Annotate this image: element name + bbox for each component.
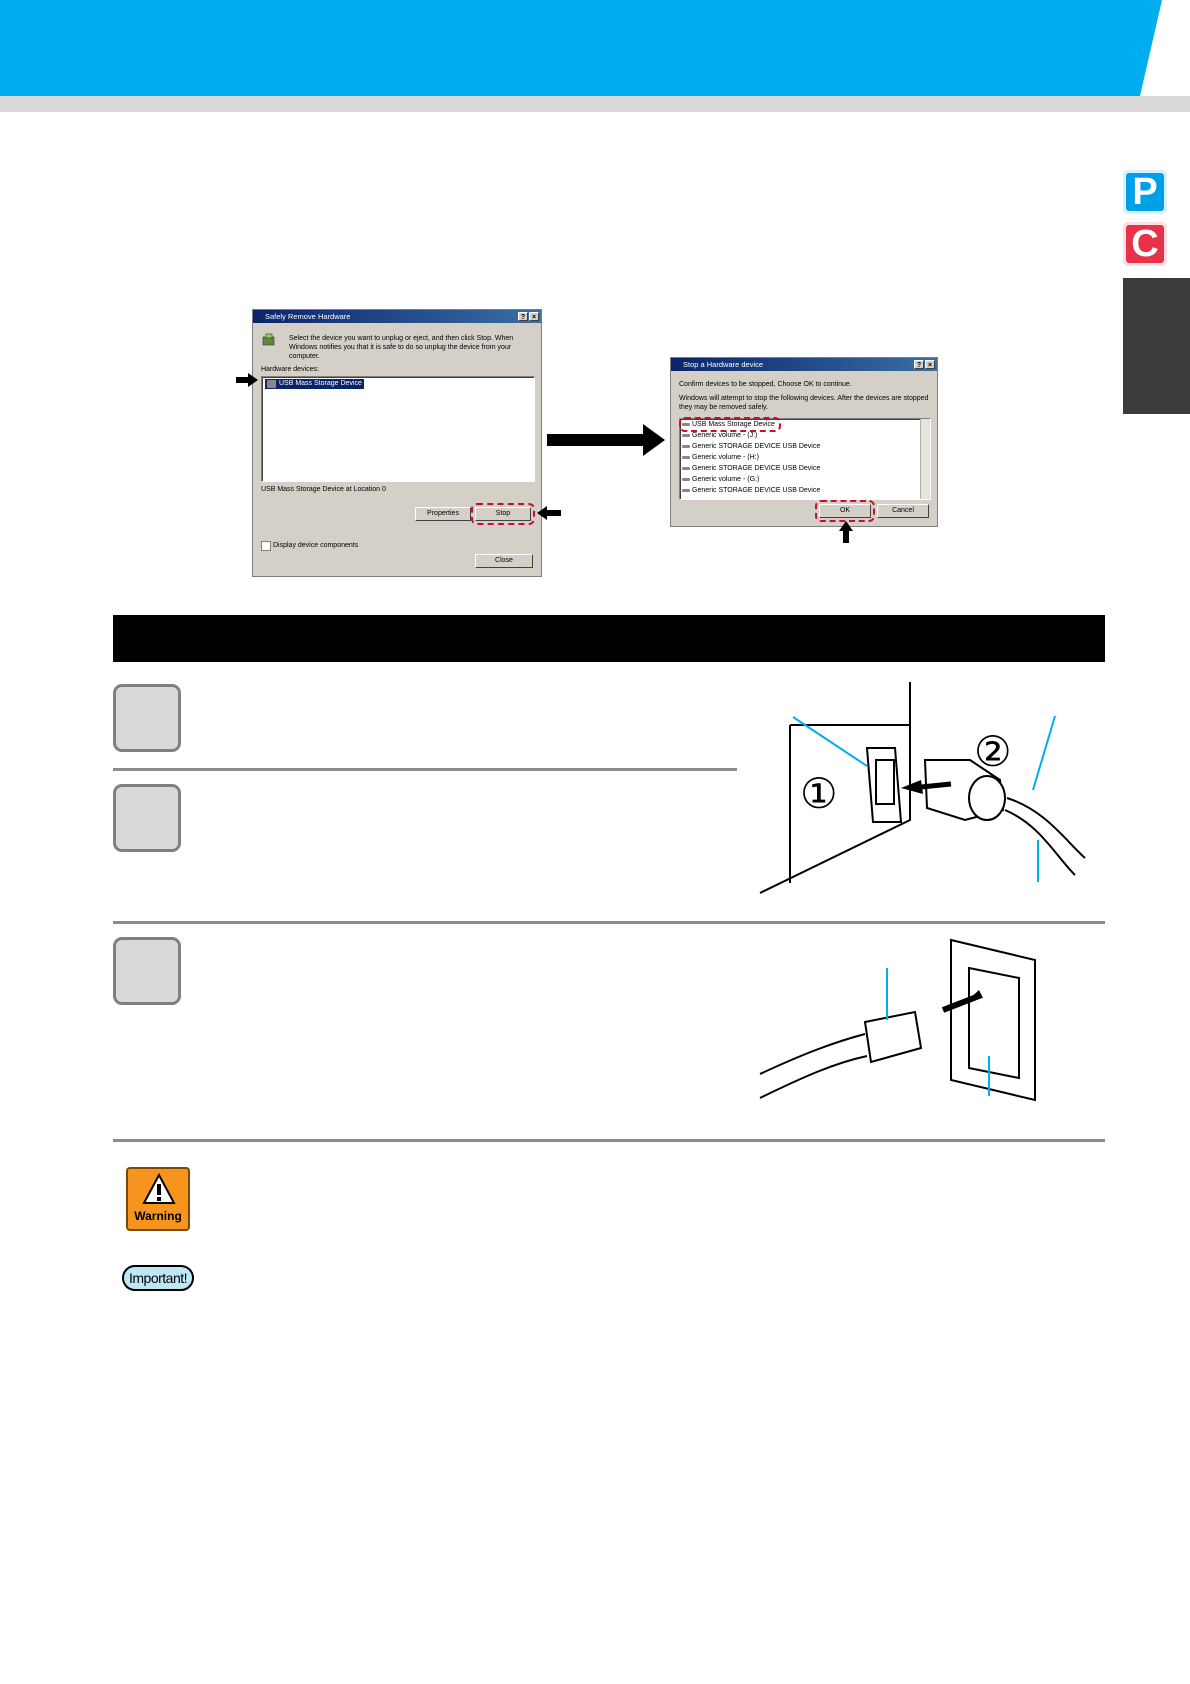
chapter-index-tab[interactable] xyxy=(1123,278,1190,414)
ok-button[interactable]: OK xyxy=(819,504,871,518)
help-button[interactable]: ? xyxy=(914,360,924,369)
close-x-button[interactable]: × xyxy=(925,360,935,369)
display-components-label: Display device components xyxy=(273,542,359,549)
list-item[interactable]: Generic volume - (J:) xyxy=(680,430,930,441)
list-scrollbar[interactable] xyxy=(920,419,930,499)
step-circle-1: ① xyxy=(800,769,838,818)
pointer-arrow-icon xyxy=(236,373,258,387)
list-item-selected[interactable] xyxy=(265,379,364,389)
pointer-arrow-icon xyxy=(537,506,561,520)
chapter-tab-c[interactable]: C xyxy=(1123,222,1167,266)
list-item[interactable]: Generic STORAGE DEVICE USB Device xyxy=(680,463,930,474)
step-2-box xyxy=(113,784,181,852)
hardware-devices-label: Hardware devices: xyxy=(261,366,319,373)
close-button[interactable]: Close xyxy=(475,554,533,568)
instruction-text: Select the device you want to unplug or eject, and then click Stop. When Windows notifies you that it is safe to do so unplug the device from your computer. xyxy=(289,335,514,360)
hardware-icon xyxy=(261,332,277,348)
list-item[interactable]: Generic volume - (H:) xyxy=(680,452,930,463)
important-label: Important! xyxy=(128,1270,188,1286)
warning-label: Warning xyxy=(134,1209,182,1223)
list-item[interactable]: Generic STORAGE DEVICE USB Device xyxy=(680,485,930,496)
warning-triangle-icon xyxy=(142,1173,176,1207)
dialog-title: Safely Remove Hardware xyxy=(265,312,351,321)
step-3-box xyxy=(113,937,181,1005)
dialog-title-bar xyxy=(671,358,937,371)
big-right-arrow-icon xyxy=(547,424,665,456)
chapter-tab-p[interactable]: P xyxy=(1123,170,1167,214)
list-item[interactable]: USB Mass Storage Device xyxy=(680,419,930,430)
first-device-highlight xyxy=(679,417,781,432)
device-status-text: USB Mass Storage Device at Location 0 xyxy=(261,486,386,493)
usb-device-icon xyxy=(267,380,276,388)
list-item[interactable]: Generic STORAGE DEVICE USB Device xyxy=(680,441,930,452)
up-arrow-icon xyxy=(839,521,853,543)
list-item-label: USB Mass Storage Device xyxy=(279,380,362,387)
safely-remove-hardware-dialog xyxy=(252,309,542,577)
step-1-box xyxy=(113,684,181,752)
step-divider xyxy=(113,921,1105,924)
stop-explanation-text: Windows will attempt to stop the following devices. After the devices are stopped they may be removed safely. xyxy=(679,395,929,411)
list-item[interactable]: Generic volume - (G:) xyxy=(680,474,930,485)
confirm-text: Confirm devices to be stopped, Choose OK to continue. xyxy=(679,381,852,388)
properties-button[interactable]: Properties xyxy=(415,507,471,521)
section-heading-bar xyxy=(113,615,1105,662)
stop-hardware-device-dialog xyxy=(670,357,938,527)
warning-icon xyxy=(126,1167,190,1231)
important-icon xyxy=(122,1265,194,1291)
stop-button[interactable]: Stop xyxy=(475,507,531,521)
close-x-button[interactable]: × xyxy=(529,312,539,321)
dialog-title: Stop a Hardware device xyxy=(683,360,764,369)
ok-button-highlight xyxy=(815,500,875,522)
step-divider xyxy=(113,1139,1105,1142)
header-band xyxy=(0,0,1190,100)
step-divider xyxy=(113,768,737,771)
step-circle-2: ② xyxy=(974,727,1012,776)
dialog-title-bar xyxy=(253,310,541,323)
display-components-checkbox[interactable] xyxy=(261,541,271,551)
cancel-button[interactable]: Cancel xyxy=(877,504,929,518)
wall-outlet-illustration xyxy=(755,938,1040,1103)
help-button[interactable]: ? xyxy=(518,312,528,321)
header-underline xyxy=(0,96,1190,112)
stop-button-highlight xyxy=(471,503,535,525)
hardware-device-list[interactable] xyxy=(261,376,535,482)
